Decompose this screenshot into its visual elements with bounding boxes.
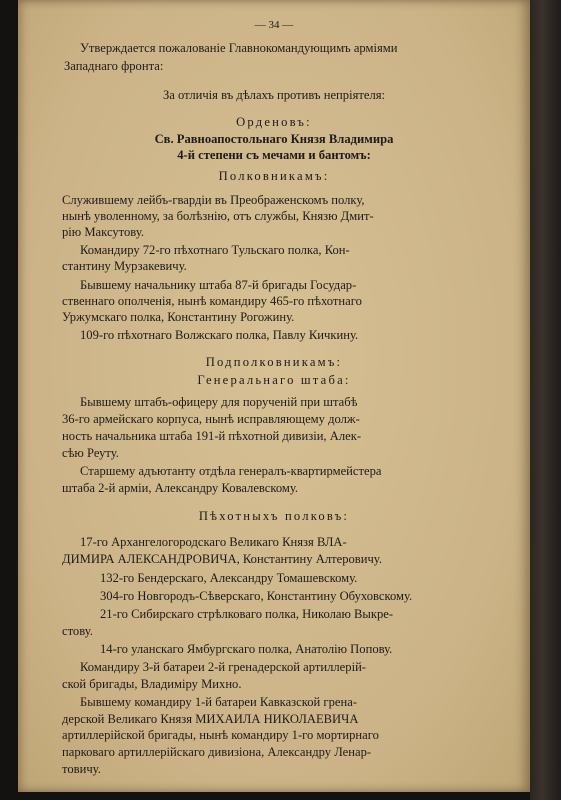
text-line: Бывшему начальнику штаба 87-й бригады Государ-	[80, 278, 357, 292]
text-line: Орденовъ:	[236, 115, 312, 129]
text-line: сѣю Реуту.	[62, 446, 119, 460]
text-line: Служившему лейбъ-гвардiи въ Преображенскомъ полку,	[62, 193, 365, 207]
text-line: товичу.	[62, 762, 101, 776]
page-number: — 34 —	[254, 19, 294, 31]
text-line: Полковникамъ:	[218, 169, 330, 183]
text-line: Командиру 3-й батареи 2-й гренадерской артиллерiй-	[80, 660, 366, 674]
text-line: 132-го Бендерскаго, Александру Томашевскому.	[100, 571, 358, 585]
text-line: артиллерiйской бригады, нынѣ командиру 1-го мортирнаго	[62, 728, 379, 742]
text-line: ность начальника штаба 191-й пѣхотной дивизiи, Алек-	[62, 429, 362, 443]
document-page	[18, 0, 530, 792]
text-line: 21-го Сибирскаго стрѣлковаго полка, Николаю Выкре-	[100, 607, 394, 621]
text-line: ДИМИРА АЛЕКСАНДРОВИЧА, Константину Алтеровичу.	[62, 552, 382, 566]
text-line: Бывшему штабъ-офицеру для порученiй при штабѣ	[80, 395, 358, 409]
text-line: ственнаго ополченiя, нынѣ командиру 465-го пѣхотнаго	[62, 294, 362, 308]
text-line: Генеральнаго штаба:	[197, 373, 351, 387]
text-line: Уржумскаго полка, Константину Рогожину.	[62, 310, 295, 324]
text-line: 304-го Новгородъ-Сѣверскаго, Константину Обуховскому.	[100, 589, 413, 603]
text-line: парковаго артиллерiйскаго дивизiона, Александру Ленар-	[62, 745, 372, 759]
text-line: Старшему адъютанту отдѣла генералъ-квартирмейстера	[80, 464, 382, 478]
text-line: Бывшему командиру 1-й батареи Кавказской грена-	[80, 695, 357, 709]
text-line: Подполковникамъ:	[205, 355, 343, 369]
text-line: рiю Максутову.	[62, 225, 144, 239]
text-line: нынѣ уволенному, за болѣзнiю, отъ службы, Князю Дмит-	[62, 209, 374, 223]
text-line: ской бригады, Владимiру Михно.	[62, 677, 242, 691]
text-line: 4-й степени съ мечами и бантомъ:	[177, 148, 371, 162]
text-line: 17-го Архангелогородскаго Великаго Князя ВЛА-	[80, 535, 347, 549]
text-line: 14-го уланскаго Ямбургскаго полка, Анатолiю Попову.	[100, 642, 393, 656]
text-line: дерской Великаго Князя МИХАИЛА НИКОЛАЕВИЧА	[62, 712, 359, 726]
book-spine	[530, 0, 561, 800]
text-line: За отличiя въ дѣлахъ противъ непрiятеля:	[162, 88, 386, 102]
text-line: Утверждается пожалованiе Главнокомандующимъ армiями	[80, 41, 398, 55]
text-line: Св. Равноапостольнаго Князя Владимира	[154, 132, 394, 146]
text-line: 36-го армейскаго корпуса, нынѣ исправляющему долж-	[62, 412, 360, 426]
text-line: Командиру 72-го пѣхотнаго Тульскаго полка, Кон-	[80, 243, 350, 257]
text-line: Западнаго фронта:	[64, 59, 164, 73]
text-line: 109-го пѣхотнаго Волжскаго полка, Павлу Кичкину.	[80, 328, 359, 342]
text-line: Пѣхотныхъ полковъ:	[198, 509, 350, 523]
text-line: стову.	[62, 624, 93, 638]
text-line: стантину Мурзакевичу.	[62, 259, 187, 273]
text-line: штаба 2-й армiи, Александру Ковалевскому.	[62, 481, 299, 495]
